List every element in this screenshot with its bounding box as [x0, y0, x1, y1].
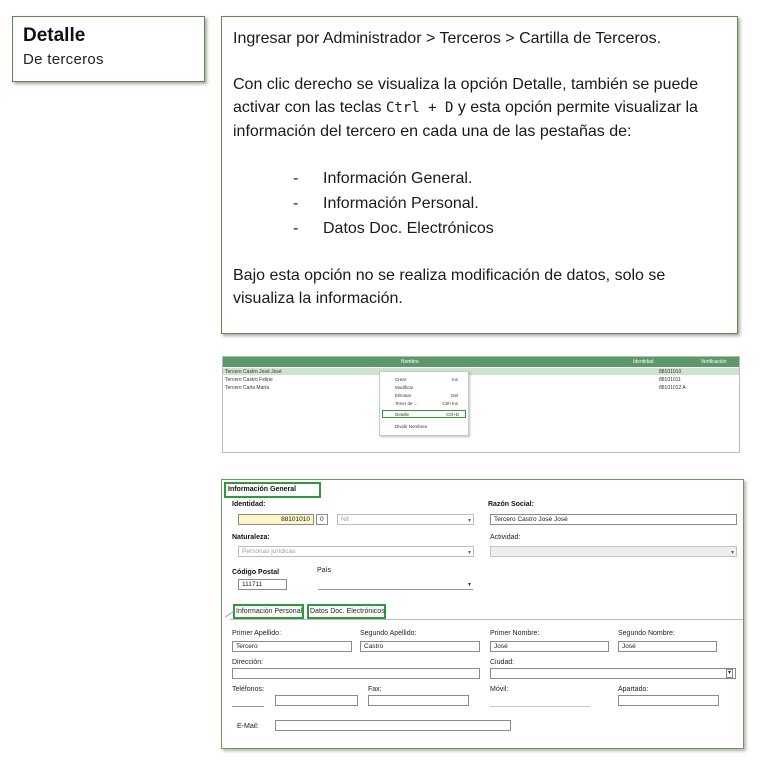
- codigo-postal-label: Código Postal: [232, 569, 280, 576]
- telefono-2-field[interactable]: [275, 695, 358, 706]
- tab-datos-doc-electronicos[interactable]: Datos Doc. Electrónicos: [310, 608, 385, 615]
- naturaleza-select[interactable]: Personas jurídicas ▾: [238, 546, 474, 557]
- dv-field[interactable]: 0: [316, 514, 328, 525]
- grid-screenshot: [222, 356, 740, 453]
- menu-item-detalle[interactable]: Detalle Ctrl+D: [382, 410, 466, 418]
- actividad-select[interactable]: [490, 546, 737, 557]
- description-box: [221, 16, 738, 334]
- list-dash: -: [293, 195, 299, 212]
- row-name: Tercero Castro Felipe: [225, 377, 273, 383]
- list-item-text: Información General.: [323, 170, 473, 187]
- list-item: [293, 216, 726, 241]
- list-dash: -: [293, 220, 299, 237]
- chevron-down-icon: ▾: [727, 670, 731, 676]
- table-row[interactable]: [223, 368, 739, 375]
- email-field[interactable]: [275, 720, 511, 731]
- detail-form-screenshot: [221, 479, 744, 749]
- row-name: Tercero Castro José José: [225, 369, 282, 375]
- chevron-down-icon: ▾: [467, 518, 471, 524]
- fax-label: Fax:: [368, 686, 382, 693]
- table-row[interactable]: [223, 384, 739, 391]
- table-row[interactable]: [223, 376, 739, 383]
- segundo-apellido-label: Segundo Apellido:: [360, 630, 417, 637]
- grid-header: [223, 357, 739, 367]
- direccion-label: Dirección:: [232, 659, 264, 666]
- row-id: 88101010: [659, 369, 682, 375]
- ciudad-select[interactable]: [490, 668, 736, 679]
- primer-apellido-label: Primer Apellido:: [232, 630, 282, 637]
- chevron-down-icon: ▾: [467, 582, 471, 588]
- column-header-name: Nombre: [401, 359, 419, 365]
- tabs-list: [293, 166, 726, 241]
- naturaleza-label: Naturaleza:: [232, 534, 270, 541]
- fax-field[interactable]: [368, 695, 469, 706]
- menu-item-dividir[interactable]: Dividir Nombres: [395, 424, 428, 429]
- para1-text-a: Con clic derecho se visualiza la opción Detalle, también se puede activar con las teclas: [233, 76, 699, 116]
- pais-select[interactable]: [318, 580, 473, 590]
- note-paragraph: Bajo esta opción no se realiza modificación de datos, solo se visualiza la información.: [233, 267, 666, 307]
- column-header-identity: Identidad: [633, 359, 654, 365]
- menu-item-crear[interactable]: Crear Ins: [395, 377, 458, 382]
- list-item-text: Datos Doc. Electrónicos: [323, 220, 494, 237]
- segundo-nombre-field[interactable]: José: [618, 641, 717, 652]
- context-menu: [379, 371, 469, 436]
- tab-divider: [230, 619, 743, 620]
- segundo-nombre-label: Segundo Nombre:: [618, 630, 675, 637]
- email-label: E-Mail:: [237, 723, 259, 730]
- menu-item-tener[interactable]: Tener de ... Ctrl+Ins: [395, 401, 458, 406]
- section-title: Detalle: [23, 25, 86, 46]
- shortcut-keys: Ctrl + D: [385, 100, 454, 116]
- primer-nombre-label: Primer Nombre:: [490, 630, 540, 637]
- chevron-down-icon: ▾: [467, 550, 471, 556]
- actividad-label: Actividad:: [490, 534, 521, 541]
- section-subtitle: De terceros: [23, 51, 104, 68]
- id-type-select[interactable]: Nit ▾: [337, 514, 474, 525]
- list-item-text: Información Personal.: [323, 195, 479, 212]
- codigo-postal-field[interactable]: 111711: [238, 579, 287, 590]
- chevron-down-icon: ▾: [730, 550, 734, 556]
- para1-text-b: y esta opción permite visualizar la información del tercero en cada una de las pestañas de:: [233, 99, 698, 140]
- row-id: 88101011: [659, 377, 681, 383]
- identidad-label: Identidad:: [232, 501, 266, 508]
- list-dash: -: [293, 170, 299, 187]
- column-header-verification: Verificación: [701, 359, 727, 365]
- primer-apellido-field[interactable]: Tercero: [232, 641, 352, 652]
- telefono-1-field[interactable]: [232, 706, 264, 707]
- ciudad-label: Ciudad:: [490, 659, 515, 666]
- razon-social-label: Razón Social:: [488, 501, 534, 508]
- menu-item-modificar[interactable]: Modificar: [395, 385, 414, 390]
- navigation-path: Ingresar por Administrador > Terceros > Cartilla de Terceros.: [233, 30, 662, 47]
- section-title-info-general: Información General: [228, 486, 297, 493]
- description-paragraph: [233, 73, 726, 143]
- menu-item-eliminar[interactable]: Eliminar Del: [395, 393, 458, 398]
- telefonos-label: Teléfonos:: [232, 686, 264, 693]
- tab-informacion-personal[interactable]: Información Personal: [236, 608, 303, 615]
- apartado-field[interactable]: [618, 695, 719, 706]
- title-box: [12, 16, 205, 82]
- pais-label: País: [317, 567, 332, 574]
- movil-field[interactable]: [490, 706, 590, 707]
- identidad-field[interactable]: 88101010: [238, 514, 314, 525]
- movil-label: Móvil:: [490, 686, 509, 693]
- apartado-label: Apartado:: [618, 686, 649, 693]
- row-name: Tercero Carla María: [225, 385, 270, 391]
- direccion-field[interactable]: [232, 668, 480, 679]
- row-id: 88101012 A: [659, 385, 686, 391]
- razon-social-field[interactable]: Tercero Castro José José: [490, 514, 737, 525]
- segundo-apellido-field[interactable]: Castro: [360, 641, 480, 652]
- list-item: [293, 166, 726, 191]
- list-item: [293, 191, 726, 216]
- primer-nombre-field[interactable]: José: [490, 641, 609, 652]
